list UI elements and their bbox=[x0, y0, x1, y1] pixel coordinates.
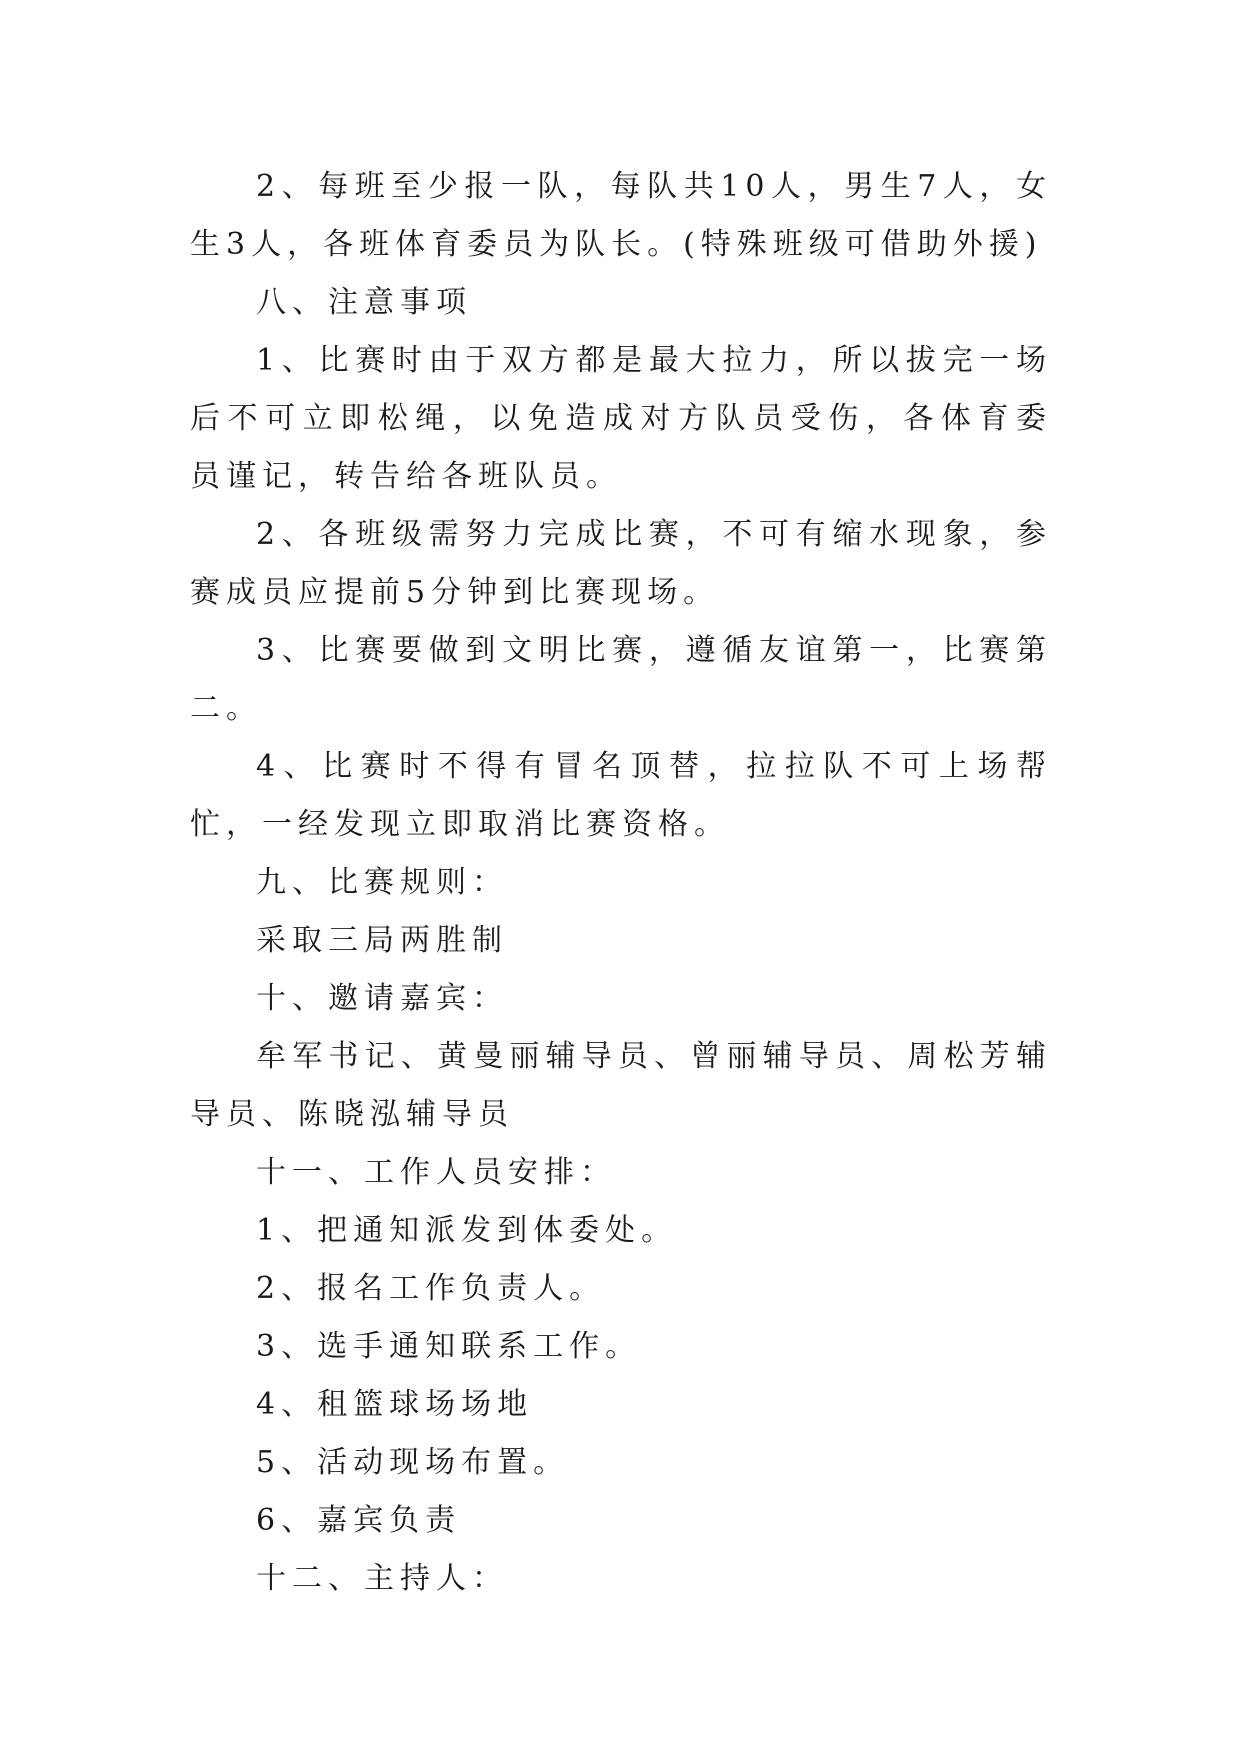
section-heading-notes: 八、注意事项 bbox=[256, 285, 472, 320]
paragraph-rules: 采取三局两胜制 bbox=[256, 923, 508, 958]
document-body bbox=[190, 158, 1052, 1608]
paragraph-staff-3: 3、选手通知联系工作。 bbox=[256, 1329, 642, 1364]
paragraph-note-3: 3、比赛要做到文明比赛，遵循友谊第一，比赛第二。 bbox=[190, 633, 1052, 726]
paragraph-staff-2: 2、报名工作负责人。 bbox=[256, 1271, 606, 1306]
paragraph-team-composition: 2、每班至少报一队，每队共10人，男生7人，女生3人，各班体育委员为队长。(特殊班级可借助外援) bbox=[190, 169, 1052, 262]
section-heading-guests: 十、邀请嘉宾： bbox=[256, 981, 508, 1016]
paragraph-staff-5: 5、活动现场布置。 bbox=[256, 1445, 570, 1480]
paragraph-note-2: 2、各班级需努力完成比赛，不可有缩水现象，参赛成员应提前5分钟到比赛现场。 bbox=[190, 517, 1052, 610]
section-heading-rules: 九、比赛规则： bbox=[256, 865, 508, 900]
paragraph-note-1: 1、比赛时由于双方都是最大拉力，所以拔完一场后不可立即松绳，以免造成对方队员受伤，各体育委员谨记，转告给各班队员。 bbox=[190, 343, 1052, 494]
section-heading-staff: 十一、工作人员安排： bbox=[256, 1155, 616, 1190]
paragraph-guests: 牟军书记、黄曼丽辅导员、曾丽辅导员、周松芳辅导员、陈晓泓辅导员 bbox=[190, 1039, 1052, 1132]
paragraph-note-4: 4、比赛时不得有冒名顶替，拉拉队不可上场帮忙，一经发现立即取消比赛资格。 bbox=[190, 749, 1052, 842]
paragraph-staff-6: 6、嘉宾负责 bbox=[256, 1503, 462, 1538]
section-heading-host: 十二、主持人： bbox=[256, 1561, 508, 1596]
paragraph-staff-1: 1、把通知派发到体委处。 bbox=[256, 1213, 678, 1248]
paragraph-staff-4: 4、租篮球场场地 bbox=[256, 1387, 534, 1422]
